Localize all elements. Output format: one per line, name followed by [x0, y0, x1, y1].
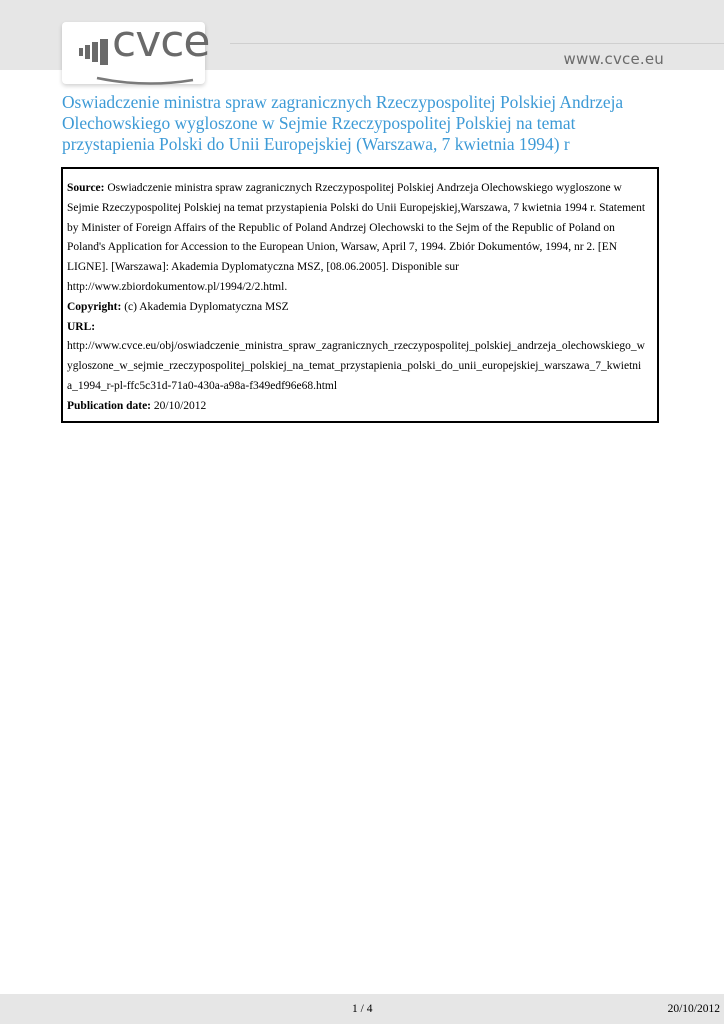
logo-text: cvce	[112, 16, 210, 67]
footer-date: 20/10/2012	[667, 1003, 720, 1015]
citation-box	[61, 167, 659, 423]
source-text: Oswiadczenie ministra spraw zagranicznych Rzeczypospolitej Polskiej Andrzeja Olechowskiego wygloszone w Sejmie Rzeczypospolitej Polskiej na temat przystapienia Polski do Unii Europejskiej,Warszawa, 7 kwietnia 1994 r. Statement by Minister of Foreign Affairs of the Republic of Poland Andrzej Olechowski to the Sejm of the Republic of Poland on Poland's Application for Accession to the European Union, Warsaw, April 7, 1994. Zbiór Dokumentów, 1994, nr 2. [EN LIGNE]. [Warszawa]: Akademia Dyplomatyczna MSZ, [08.06.2005]. Disponible sur http://www.zbiordokumentow.pl/1994/2/2.html.	[67, 182, 646, 293]
logo-swoosh-icon	[95, 76, 195, 88]
document-title: Oswiadczenie ministra spraw zagranicznych Rzeczypospolitej Polskiej Andrzeja Olechowskiego wygloszone w Sejmie Rzeczypospolitej Polskiej na temat przystapienia Polski do Unii Europejskiej (Warszawa, 7 kwietnia 1994) r	[62, 92, 624, 154]
publication-date-label: Publication date:	[67, 399, 152, 412]
page-number: 1 / 4	[352, 1003, 373, 1015]
source-paragraph	[67, 179, 646, 298]
document-url-link[interactable]: http://www.cvce.eu/obj/oswiadczenie_ministra_spraw_zagranicznych_rzeczypospolitej_polskiej_andrzeja_olechowskiego_wygloszone_w_sejmie_rzeczypospolitej_polskiej_na_temat_przystapienia_polski_do_unii_europejskiej_warszawa_7_kwietnia_1994_r-pl-ffc5c31d-71a0-430a-a98a-f349edf96e68.html	[67, 340, 645, 392]
site-url[interactable]: www.cvce.eu	[563, 50, 664, 68]
cvce-logo-icon	[77, 34, 117, 68]
publication-date-value: 20/10/2012	[153, 399, 207, 412]
header-divider	[230, 43, 724, 44]
url-label: URL:	[67, 320, 96, 333]
copyright-label: Copyright:	[67, 300, 122, 313]
copyright-text: (c) Akademia Dyplomatyczna MSZ	[124, 300, 289, 313]
url-label-line	[67, 318, 646, 338]
publication-date-paragraph	[67, 397, 646, 417]
source-label: Source:	[67, 182, 105, 194]
copyright-paragraph	[67, 298, 646, 318]
